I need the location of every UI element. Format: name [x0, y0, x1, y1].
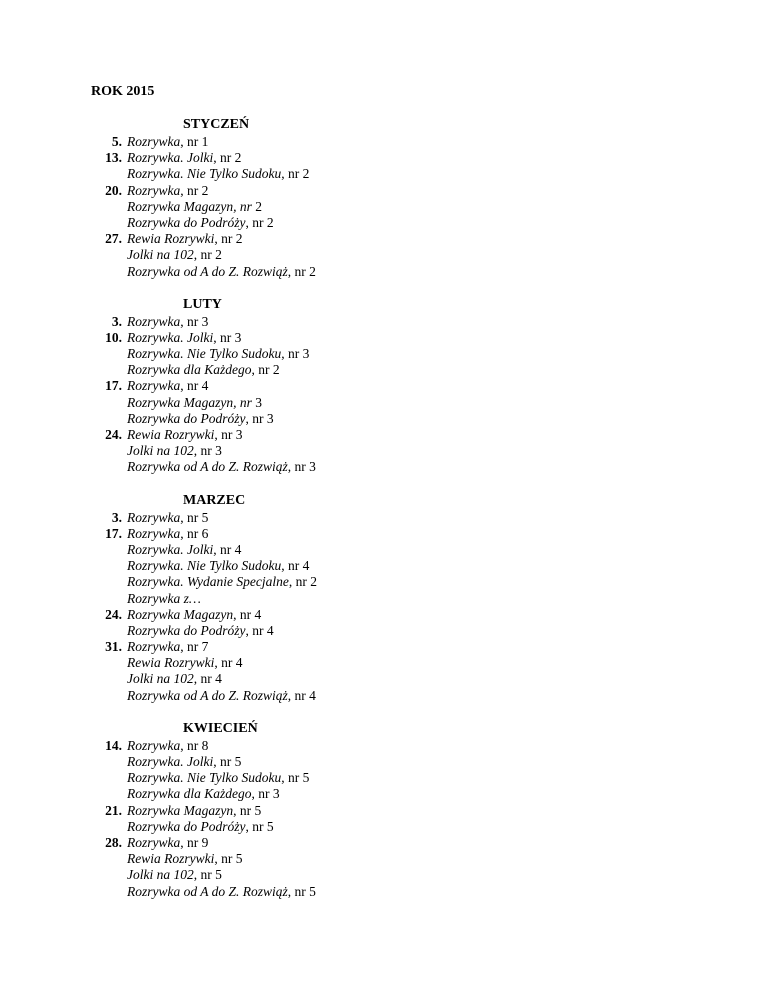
- publication-title: Jolki na 102: [127, 671, 194, 687]
- entry-text: [127, 395, 262, 411]
- publication-entry: [0, 623, 768, 639]
- entry-text: [127, 215, 274, 231]
- entry-text: [127, 427, 243, 443]
- publication-entry: [0, 231, 768, 247]
- issue-number: , nr 5: [287, 883, 316, 899]
- issue-number: , nr 3: [214, 427, 243, 442]
- publication-entry: [0, 166, 768, 182]
- publication-title: Rozrywka: [127, 639, 181, 655]
- issue-number: , nr 5: [193, 867, 222, 883]
- month-title: MARZEC: [183, 492, 246, 508]
- issue-number: , nr 2: [251, 362, 280, 378]
- entry-text: [127, 754, 241, 770]
- issue-number: , nr 5: [180, 509, 209, 525]
- issue-number: 3: [251, 394, 262, 410]
- publication-entry: [0, 199, 768, 215]
- issue-number: , nr 2: [245, 214, 274, 230]
- issue-number: , nr 3: [281, 346, 310, 362]
- issue-number: , nr 3: [245, 410, 274, 426]
- publication-title: Rozrywka: [127, 509, 181, 525]
- entry-text: [127, 264, 316, 280]
- publication-entry: [0, 346, 768, 362]
- publication-title: Rozrywka. Wydanie Specjalne: [127, 574, 289, 590]
- entry-text: [127, 231, 243, 247]
- entry-text: [127, 314, 208, 330]
- publication-entry: [0, 851, 768, 867]
- publication-entry: [0, 671, 768, 687]
- issue-number: , nr 4: [233, 606, 262, 622]
- issue-number: , nr 3: [213, 329, 242, 345]
- release-day: 21.: [105, 802, 122, 818]
- entry-text: [127, 884, 316, 900]
- publication-title: Rozrywka dla Każdego: [127, 786, 252, 802]
- release-day: 27.: [105, 231, 122, 247]
- issue-number: , nr 2: [180, 182, 209, 198]
- issue-number: 2: [251, 198, 262, 214]
- issue-number: , nr 6: [180, 525, 209, 541]
- publication-title: Rozrywka. Nie Tylko Sudoku: [127, 346, 282, 362]
- entry-text: [127, 150, 241, 166]
- months-list: [0, 117, 768, 917]
- publication-entry: [0, 754, 768, 770]
- issue-number: , nr 2: [288, 574, 317, 590]
- entry-text: [127, 867, 222, 883]
- entry-text: [127, 542, 241, 558]
- publication-entry: [0, 835, 768, 851]
- publication-entry: [0, 443, 768, 459]
- publication-title: Rozrywka Magazyn, nr: [127, 394, 252, 410]
- publication-title: Rewia Rozrywki: [127, 427, 215, 442]
- publication-entry: [0, 655, 768, 671]
- publication-entry: [0, 542, 768, 558]
- publication-title: Rozrywka od A do Z. Rozwiąż: [127, 687, 288, 703]
- issue-number: , nr 7: [180, 639, 209, 655]
- issue-number: , nr 2: [214, 231, 243, 247]
- release-day: 14.: [105, 737, 122, 753]
- publication-title: Rewia Rozrywki: [127, 851, 215, 867]
- publication-title: Rozrywka dla Każdego: [127, 362, 252, 378]
- release-day: 20.: [105, 182, 122, 198]
- publication-title: Rozrywka: [127, 182, 181, 198]
- entry-text: [127, 591, 201, 607]
- entry-text: [127, 330, 241, 346]
- release-day: 3.: [111, 313, 122, 329]
- issue-number: , nr 5: [213, 754, 242, 769]
- publication-entry: [0, 395, 768, 411]
- publication-entry: [0, 770, 768, 786]
- publication-title: Rozrywka od A do Z. Rozwiąż: [127, 459, 288, 475]
- issue-number: , nr 5: [281, 770, 310, 786]
- release-day: 13.: [105, 150, 122, 166]
- entry-text: [127, 166, 309, 182]
- publication-entry: [0, 215, 768, 231]
- issue-number: , nr 5: [214, 851, 243, 867]
- publication-title: Rozrywka. Jolki: [127, 150, 214, 166]
- entry-text: [127, 671, 222, 687]
- publication-title: Rozrywka: [127, 313, 181, 329]
- release-day: 28.: [105, 834, 122, 850]
- month-section: [0, 297, 768, 476]
- publication-entry: [0, 314, 768, 330]
- publication-entry: [0, 884, 768, 900]
- publication-entry: [0, 459, 768, 475]
- entry-text: [127, 851, 243, 867]
- issue-number: , nr 3: [193, 443, 222, 459]
- issue-number: , nr 1: [180, 134, 209, 149]
- publication-entry: [0, 264, 768, 280]
- entry-text: [127, 411, 274, 427]
- issue-number: , nr 4: [287, 687, 316, 703]
- entry-text: [127, 459, 316, 475]
- publication-entry: [0, 574, 768, 590]
- publication-title: Rozrywka. Nie Tylko Sudoku: [127, 558, 282, 574]
- issue-number: , nr 5: [233, 802, 262, 818]
- month-title: LUTY: [183, 296, 222, 312]
- publication-title: Rozrywka. Nie Tylko Sudoku: [127, 166, 282, 182]
- publication-title: Rozrywka: [127, 378, 181, 394]
- release-day: 31.: [105, 639, 122, 655]
- entry-text: [127, 803, 261, 819]
- entry-text: [127, 558, 309, 574]
- publication-title: Rewia Rozrywki: [127, 231, 215, 247]
- issue-number: , nr 4: [180, 378, 209, 394]
- publication-title: Rozrywka do Podróży: [127, 214, 246, 230]
- entry-text: [127, 819, 274, 835]
- release-day: 24.: [105, 606, 122, 622]
- release-day: 17.: [105, 378, 122, 394]
- release-day: 24.: [105, 427, 122, 442]
- publication-title: Rozrywka od A do Z. Rozwiąż: [127, 263, 288, 279]
- entry-text: [127, 134, 208, 150]
- issue-number: , nr 4: [214, 655, 243, 671]
- issue-number: , nr 5: [245, 818, 274, 834]
- publication-entry: [0, 134, 768, 150]
- publication-entry: [0, 427, 768, 443]
- publication-entry: [0, 558, 768, 574]
- entry-text: [127, 688, 316, 704]
- publication-entry: [0, 411, 768, 427]
- publication-title: Rozrywka. Jolki: [127, 754, 214, 769]
- entry-text: [127, 786, 280, 802]
- publication-title: Rozrywka. Nie Tylko Sudoku: [127, 770, 282, 786]
- issue-number: , nr 2: [193, 247, 222, 263]
- publication-title: Rozrywka. Jolki: [127, 541, 214, 557]
- publication-entry: [0, 247, 768, 263]
- entry-text: [127, 526, 208, 542]
- publication-title: Rozrywka: [127, 134, 181, 149]
- issue-number: , nr 9: [180, 834, 209, 850]
- entry-text: [127, 247, 222, 263]
- entry-text: [127, 770, 309, 786]
- entry-text: [127, 639, 208, 655]
- month-section: [0, 493, 768, 704]
- entry-text: [127, 510, 208, 526]
- publication-title: Rozrywka: [127, 525, 181, 541]
- entry-text: [127, 623, 274, 639]
- issue-number: , nr 3: [180, 313, 209, 329]
- release-day: 10.: [105, 329, 122, 345]
- publication-title: Rozrywka do Podróży: [127, 622, 246, 638]
- publication-title: Rozrywka: [127, 737, 181, 753]
- publication-entry: [0, 510, 768, 526]
- publication-title: Rewia Rozrywki: [127, 655, 215, 671]
- publication-title: Rozrywka od A do Z. Rozwiąż: [127, 883, 288, 899]
- release-day: 5.: [111, 134, 122, 149]
- issue-number: , nr 2: [213, 150, 242, 166]
- publication-entry: [0, 786, 768, 802]
- publication-entry: [0, 330, 768, 346]
- publication-title: Jolki na 102: [127, 867, 194, 883]
- entry-text: [127, 443, 222, 459]
- publication-title: Rozrywka. Jolki: [127, 329, 214, 345]
- entry-text: [127, 607, 261, 623]
- release-day: 3.: [111, 509, 122, 525]
- publication-title: Rozrywka z…: [127, 590, 201, 606]
- publication-entry: [0, 591, 768, 607]
- release-day: 17.: [105, 525, 122, 541]
- publication-title: Rozrywka Magazyn: [127, 606, 234, 622]
- publication-title: Rozrywka do Podróży: [127, 818, 246, 834]
- publication-entry: [0, 819, 768, 835]
- year-heading: ROK 2015: [91, 84, 155, 99]
- publication-entry: [0, 688, 768, 704]
- publication-entry: [0, 867, 768, 883]
- entry-text: [127, 362, 280, 378]
- publication-entry: [0, 607, 768, 623]
- publication-entry: [0, 362, 768, 378]
- month-section: [0, 721, 768, 900]
- month-section: [0, 117, 768, 280]
- issue-number: , nr 2: [287, 263, 316, 279]
- entry-text: [127, 378, 208, 394]
- publication-title: Rozrywka Magazyn, nr: [127, 198, 252, 214]
- entry-text: [127, 574, 317, 590]
- entry-text: [127, 183, 208, 199]
- entry-text: [127, 835, 208, 851]
- entry-text: [127, 199, 262, 215]
- publication-entry: [0, 526, 768, 542]
- month-title: STYCZEŃ: [183, 117, 250, 132]
- publication-entry: [0, 803, 768, 819]
- publication-title: Rozrywka do Podróży: [127, 410, 246, 426]
- publication-entry: [0, 639, 768, 655]
- entry-text: [127, 346, 309, 362]
- issue-number: , nr 3: [251, 786, 280, 802]
- publication-entry: [0, 738, 768, 754]
- publication-title: Jolki na 102: [127, 443, 194, 459]
- publication-entry: [0, 150, 768, 166]
- issue-number: , nr 8: [180, 737, 209, 753]
- publication-title: Rozrywka Magazyn: [127, 802, 234, 818]
- issue-number: , nr 4: [213, 541, 242, 557]
- publication-title: Jolki na 102: [127, 247, 194, 263]
- issue-number: , nr 2: [281, 166, 310, 182]
- publication-title: Rozrywka: [127, 834, 181, 850]
- publication-entry: [0, 378, 768, 394]
- entry-text: [127, 655, 243, 671]
- month-title: KWIECIEŃ: [183, 720, 258, 736]
- issue-number: , nr 4: [245, 622, 274, 638]
- publication-entry: [0, 183, 768, 199]
- issue-number: , nr 4: [193, 671, 222, 687]
- issue-number: , nr 4: [281, 558, 310, 574]
- issue-number: , nr 3: [287, 459, 316, 475]
- entry-text: [127, 738, 208, 754]
